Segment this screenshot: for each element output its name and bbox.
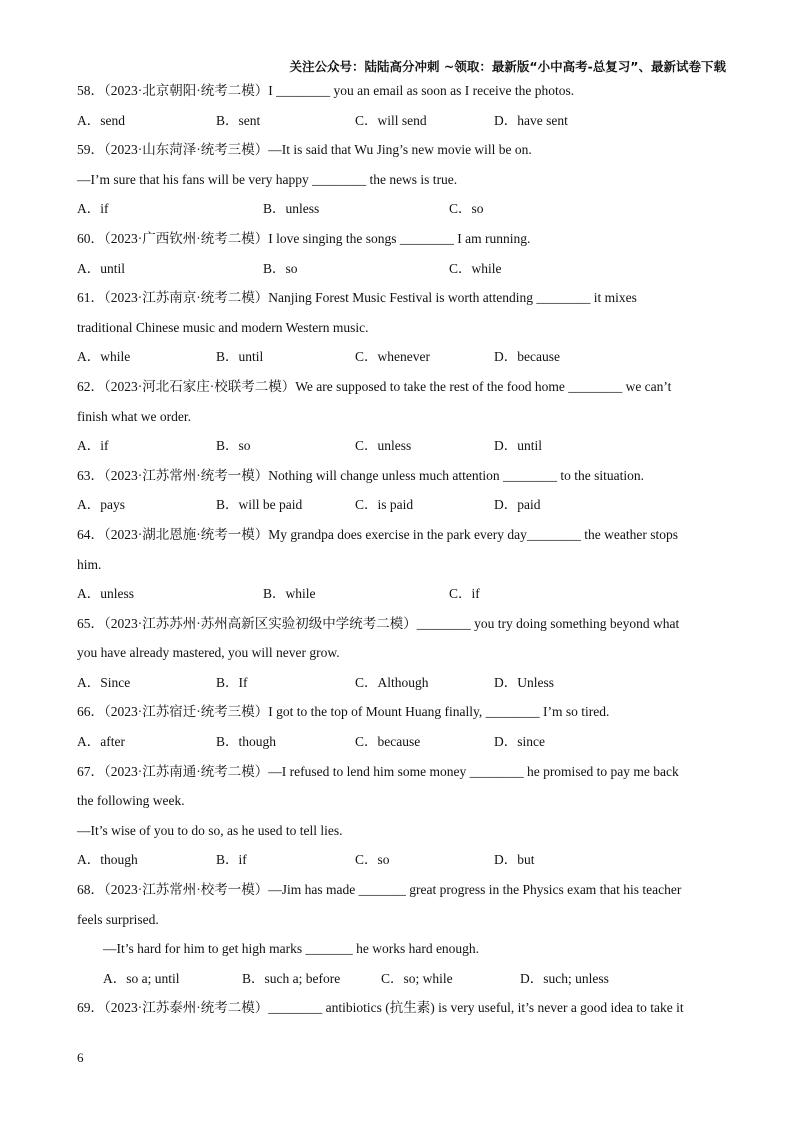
answer-option: D．until <box>494 438 543 454</box>
question-text-line: 59．（2023·山东菏泽·统考三模）—It is said that Wu Jing’s new movie will be on. <box>77 142 532 158</box>
question-text-line: 67．（2023·江苏南通·统考二模）—I refused to lend him some money ________ he promised to pay me back <box>77 763 679 779</box>
question-text-line: 60．（2023·广西钦州·统考二模）I love singing the songs ________ I am running. <box>77 230 531 246</box>
question-text-line: 66．（2023·江苏宿迁·统考三模）I got to the top of Mount Huang finally, ________ I’m so tired. <box>77 704 610 720</box>
answer-option: D．Unless <box>494 674 554 690</box>
answer-option: A．pays <box>77 497 125 513</box>
question-text-line: 68．（2023·江苏常州·校考一模）—Jim has made _______ great progress in the Physics exam that his teacher <box>77 882 682 898</box>
answer-option: C．so <box>355 852 390 868</box>
answer-option: B．until <box>216 349 264 365</box>
question-text-line: 58．（2023·北京朝阳·统考二模）I ________ you an email as soon as I receive the photos. <box>77 83 575 98</box>
answer-option: A．so a; until <box>103 970 180 986</box>
answer-option: C．Although <box>355 674 429 690</box>
question-text-line: feels surprised. <box>77 911 159 927</box>
answer-option: B．such a; before <box>242 970 341 986</box>
answer-option: B．unless <box>263 201 320 217</box>
question-text-line: 62．（2023·河北石家庄·校联考二模）We are supposed to take the rest of the food home ________ we can’t <box>77 378 672 394</box>
answer-options <box>77 194 727 224</box>
answer-options <box>77 254 727 284</box>
answer-option: B．though <box>216 734 277 750</box>
answer-option: B．will be paid <box>216 497 303 513</box>
question-text-line: the following week. <box>77 793 185 809</box>
question-text-line: —I’m sure that his fans will be very happy ________ the news is true. <box>77 171 458 187</box>
question-text-line: 69．（2023·江苏泰州·统考二模）________ antibiotics (抗生素) is very useful, it’s never a good idea to take it <box>77 1000 684 1016</box>
question-text-line: finish what we order. <box>77 408 191 424</box>
answer-option: D．such; unless <box>520 970 609 986</box>
answer-option: C．so; while <box>381 970 453 986</box>
question-text-line: 63．（2023·江苏常州·统考一模）Nothing will change unless much attention ________ to the situation. <box>77 467 644 483</box>
answer-option: A．send <box>77 112 125 128</box>
question-text-line: traditional Chinese music and modern Western music. <box>77 319 369 335</box>
page-header: 关注公众号：陆陆高分冲刺 ~领取：最新版“小中高考-总复习”、最新试卷下载 <box>289 59 726 74</box>
answer-option: C．will send <box>355 112 427 128</box>
answer-option: B．so <box>263 260 298 276</box>
question-text-line: 61．（2023·江苏南京·统考二模）Nanjing Forest Music Festival is worth attending ________ it mixes <box>77 290 637 306</box>
question-text-line: 65．（2023·江苏苏州·苏州高新区实验初级中学统考二模）________ you try doing something beyond what <box>77 615 680 631</box>
answer-option: B．if <box>216 852 247 868</box>
question-list <box>77 76 727 1023</box>
answer-option: C．whenever <box>355 349 430 365</box>
answer-option: A．unless <box>77 586 134 602</box>
question-text-line: —It’s hard for him to get high marks _______ he works hard enough. <box>103 941 480 957</box>
answer-option: A．after <box>77 734 125 750</box>
answer-options <box>77 431 727 461</box>
answer-options <box>77 845 727 875</box>
question-text-line: —It’s wise of you to do so, as he used to tell lies. <box>77 822 343 838</box>
answer-option: D．but <box>494 852 535 868</box>
question-text-line: 64．（2023·湖北恩施·统考一模）My grandpa does exercise in the park every day________ the weather stops <box>77 526 678 542</box>
answer-options <box>77 727 727 757</box>
answer-option: A．though <box>77 852 138 868</box>
question-text-line: him. <box>77 556 102 572</box>
answer-options <box>77 342 727 372</box>
answer-option: C．while <box>449 260 502 276</box>
answer-option: C．is paid <box>355 497 414 513</box>
answer-option: A．if <box>77 201 109 217</box>
answer-options <box>77 964 727 994</box>
answer-option: C．so <box>449 201 484 217</box>
answer-option: C．unless <box>355 438 412 454</box>
answer-options <box>77 106 727 136</box>
answer-option: D．have sent <box>494 112 568 128</box>
answer-option: B．so <box>216 438 251 454</box>
answer-options <box>77 668 727 698</box>
answer-option: A．until <box>77 260 126 276</box>
question-text-line: you have already mastered, you will never grow. <box>77 645 340 661</box>
answer-option: B．If <box>216 674 248 690</box>
answer-option: D．since <box>494 734 545 750</box>
answer-options <box>77 579 727 609</box>
answer-option: D．paid <box>494 497 541 513</box>
answer-option: C．because <box>355 734 421 750</box>
answer-option: C．if <box>449 586 480 602</box>
answer-options <box>77 490 727 520</box>
answer-option: A．Since <box>77 674 131 690</box>
answer-option: B．while <box>263 586 316 602</box>
answer-option: B．sent <box>216 112 261 128</box>
answer-option: D．because <box>494 349 560 365</box>
answer-option: A．while <box>77 349 131 365</box>
page-number: 6 <box>77 1050 84 1065</box>
answer-option: A．if <box>77 438 109 454</box>
